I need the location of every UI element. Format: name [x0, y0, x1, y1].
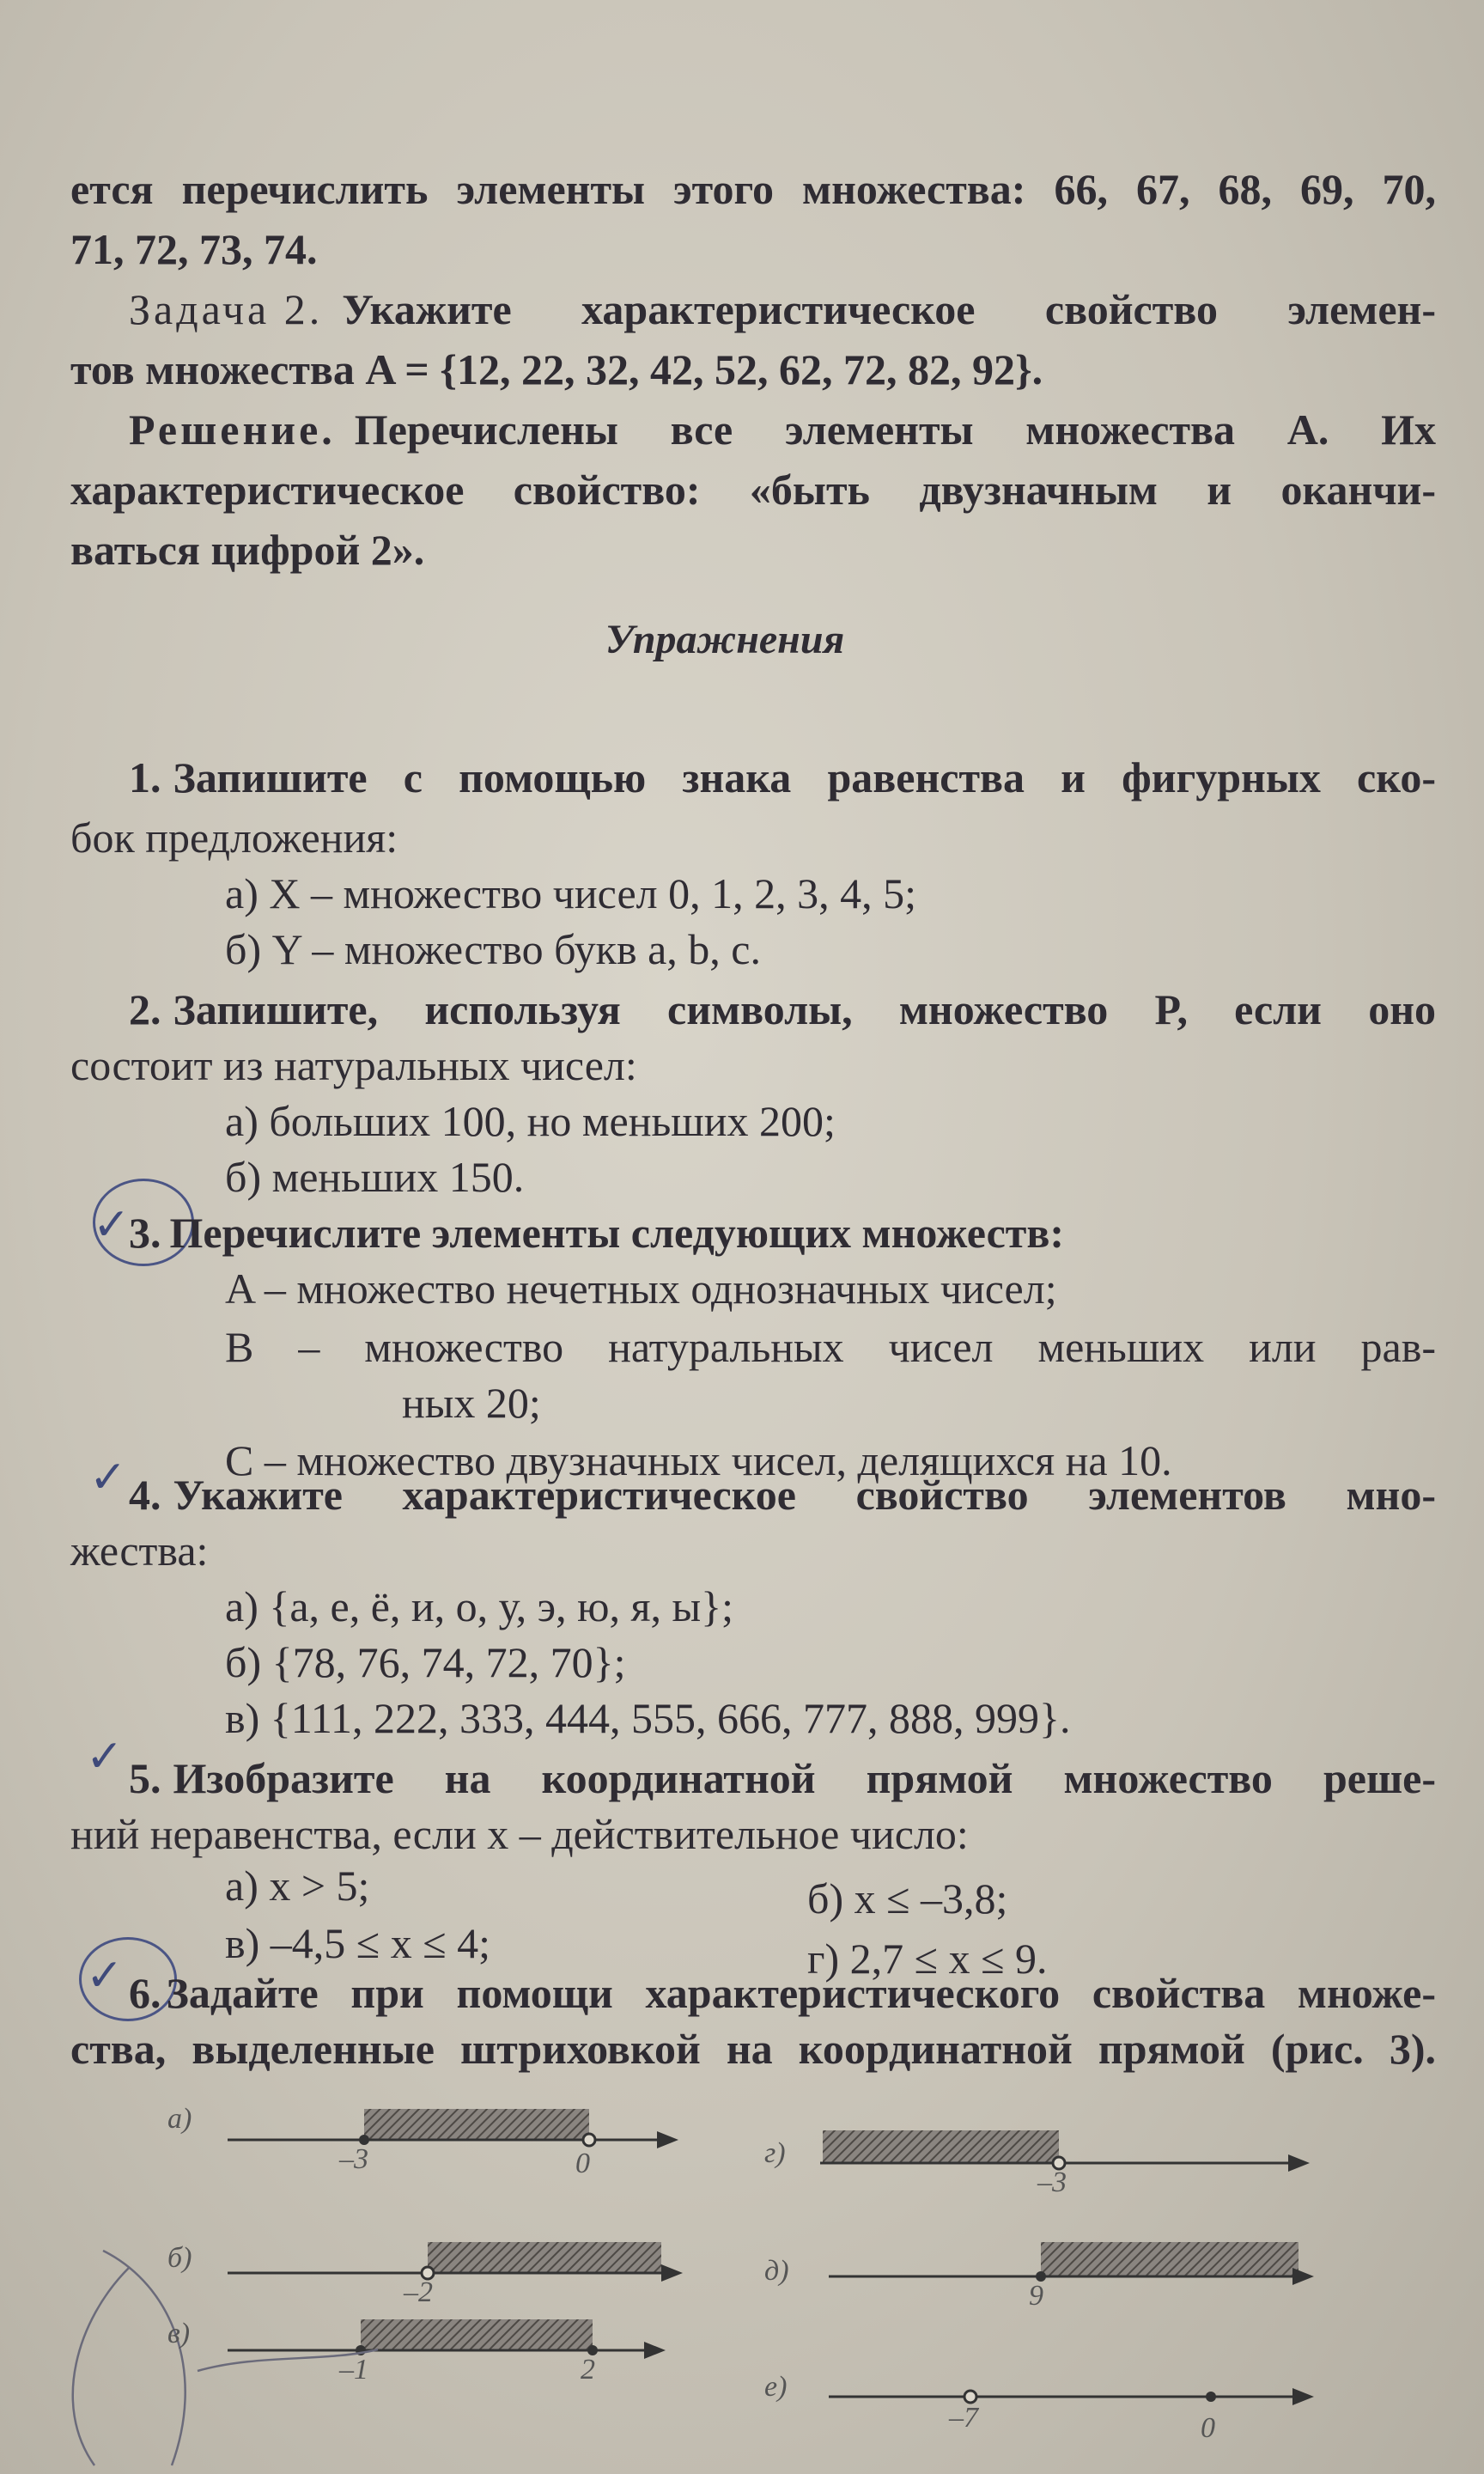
number-line-b — [228, 2242, 683, 2282]
ex5-item-c: в) –4,5 ≤ x ≤ 4; — [225, 1919, 491, 1967]
ex1-item-b: б) Y – множество букв a, b, c. — [225, 925, 761, 973]
tick-label: 2 — [581, 2354, 595, 2386]
hatched-region — [823, 2130, 1059, 2163]
arrow-head — [1292, 2268, 1314, 2285]
ex2-item-b: б) меньших 150. — [225, 1153, 525, 1201]
ex3-item-A: A – множество нечетных однозначных чисел; — [225, 1264, 1057, 1313]
fig-label-g: г) — [764, 2137, 786, 2169]
fig-label-b: б) — [167, 2242, 192, 2274]
open-point — [583, 2134, 595, 2146]
ex5-number: 5. — [129, 1754, 161, 1802]
ex4-item-a: а) {а, е, ё, и, о, у, э, ю, я, ы}; — [225, 1582, 733, 1630]
ex5-item-d: г) 2,7 ≤ x ≤ 9. — [807, 1935, 1048, 1983]
tick-label: –1 — [339, 2354, 368, 2386]
tick-label: –7 — [949, 2402, 978, 2434]
ex6-number: 6. — [129, 1969, 161, 2017]
ex6-line-2: ства, выделенные штриховкой на координатной прямой (рис. 3). — [70, 2025, 1436, 2073]
ex5-item-a: а) x > 5; — [225, 1862, 370, 1910]
ex3-item-B-line-2: ных 20; — [402, 1379, 541, 1427]
ex1-item-a: а) X – множество чисел 0, 1, 2, 3, 4, 5; — [225, 869, 916, 917]
ex5-item-b: б) x ≤ –3,8; — [807, 1874, 1008, 1923]
number-line-e — [829, 2388, 1314, 2405]
fig-label-a: а) — [167, 2103, 192, 2135]
arrow-head — [1292, 2388, 1314, 2405]
solution-line-2: характеристическое свойство: «быть двузначным и оканчи- — [70, 466, 1436, 514]
number-line-g — [820, 2130, 1310, 2172]
solution-text: Перечислены все элементы множества A. Их — [354, 405, 1436, 454]
fig-label-e: е) — [764, 2371, 788, 2403]
number-line-a — [228, 2109, 678, 2148]
ex3-number: 3. — [129, 1209, 161, 1257]
tick-label: –3 — [339, 2143, 368, 2175]
ex5-line-2: ний неравенства, если x – действительное число: — [70, 1810, 969, 1858]
arrow-head — [661, 2264, 683, 2282]
ex4-number: 4. — [129, 1471, 161, 1519]
filled-point — [1206, 2392, 1216, 2402]
pencil-scribble — [73, 2251, 378, 2465]
number-line-v — [228, 2319, 666, 2359]
fig-label-v: в) — [167, 2318, 191, 2349]
ex3-text: Перечислите элементы следующих множеств: — [169, 1209, 1064, 1257]
ex6-text: Задайте при помощи характеристического свойства множе- — [166, 1969, 1436, 2017]
ex2-number: 2. — [129, 985, 161, 1033]
ex1-line-2: бок предложения: — [70, 813, 398, 862]
ex4-text: Укажите характеристическое свойство элементов мно- — [173, 1471, 1436, 1519]
tick-label: –3 — [1037, 2166, 1067, 2198]
intro-line-2: 71, 72, 73, 74. — [70, 225, 318, 273]
hatched-region — [361, 2319, 593, 2350]
ex2-line-2: состоит из натуральных чисел: — [70, 1041, 637, 1089]
ex4-item-c: в) {111, 222, 333, 444, 555, 666, 777, 888, 999}. — [225, 1694, 1071, 1742]
solution-line-3: ваться цифрой 2». — [70, 526, 425, 574]
check-mark-6: ✓ — [86, 1950, 124, 2002]
open-point — [964, 2391, 976, 2403]
task2-text: Укажите характеристическое свойство элемен- — [342, 285, 1436, 333]
ex2-item-a: а) больших 100, но меньших 200; — [225, 1097, 836, 1145]
tick-label: 0 — [575, 2148, 590, 2179]
ex4-line-2: жества: — [70, 1526, 209, 1575]
ex2-text: Запишите, используя символы, множество P, если оно — [173, 985, 1436, 1033]
check-mark-4: ✓ — [89, 1452, 127, 1503]
hatched-region — [428, 2242, 661, 2273]
hatched-region — [1041, 2242, 1298, 2276]
number-line-d — [829, 2242, 1314, 2285]
exercises-heading: Упражнения — [605, 617, 845, 662]
check-mark-3: ✓ — [93, 1199, 131, 1251]
task2-label: Задача 2. — [129, 285, 324, 333]
hatched-region — [364, 2109, 589, 2140]
tick-label: 9 — [1029, 2280, 1043, 2312]
ex1-text: Запишите с помощью знака равенства и фигурных ско- — [173, 753, 1436, 801]
solution-label: Решение. — [129, 405, 336, 454]
fig-label-d: д) — [764, 2255, 789, 2287]
ex3-item-C: C – множество двузначных чисел, делящихся на 10. — [225, 1436, 1172, 1484]
ex4-item-b: б) {78, 76, 74, 72, 70}; — [225, 1638, 626, 1686]
ex1-number: 1. — [129, 753, 161, 801]
ex3-item-B-line-1: B – множество натуральных чисел меньших или рав- — [225, 1323, 1436, 1371]
ex5-text: Изобразите на координатной прямой множество реше- — [173, 1754, 1436, 1802]
tick-label: 0 — [1201, 2412, 1215, 2444]
arrow-head — [1288, 2154, 1310, 2172]
arrow-head — [644, 2342, 666, 2359]
check-mark-5: ✓ — [86, 1731, 124, 1782]
intro-line-1: ется перечислить элементы этого множества: 66, 67, 68, 69, 70, — [70, 165, 1436, 213]
tick-label: –2 — [404, 2276, 433, 2308]
arrow-head — [657, 2131, 678, 2148]
task2-line-2: тов множества A = {12, 22, 32, 42, 52, 62, 72, 82, 92}. — [70, 345, 1043, 393]
